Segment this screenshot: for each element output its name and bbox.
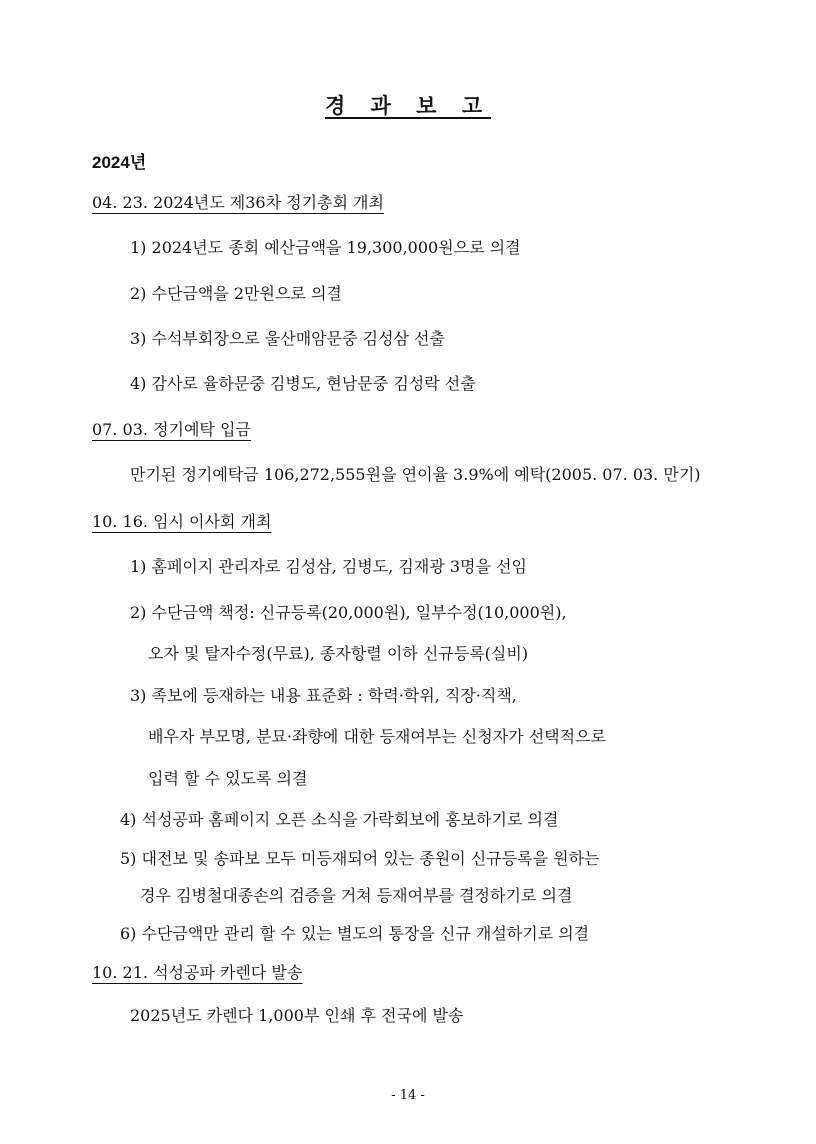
list-item-continuation: 입력 할 수 있도록 의결 (148, 769, 308, 788)
list-item: 2) 수단금액 책정: 신규등록(20,000원), 일부수정(10,000원), (130, 603, 567, 622)
list-item: 6) 수단금액만 관리 할 수 있는 별도의 통장을 신규 개설하기로 의결 (120, 924, 590, 943)
list-item-continuation: 오자 및 탈자수정(무료), 종자항렬 이하 신규등록(실비) (148, 644, 529, 663)
year-heading: 2024년 (92, 153, 147, 172)
list-item: 3) 수석부회장으로 울산매암문중 김성삼 선출 (130, 329, 445, 348)
list-item: 만기된 정기예탁금 106,272,555원을 연이율 3.9%에 예탁(2005. 07. 03. 만기) (130, 465, 701, 484)
section-heading-general-meeting: 04. 23. 2024년도 제36차 정기총회 개최 (92, 193, 384, 212)
page-number: - 14 - (391, 1088, 425, 1103)
list-item: 2) 수단금액을 2만원으로 의결 (130, 284, 342, 303)
list-item: 4) 석성공파 홈페이지 오픈 소식을 가락회보에 홍보하기로 의결 (120, 810, 559, 829)
list-item: 5) 대전보 및 송파보 모두 미등재되어 있는 종원이 신규등록을 원하는 (120, 849, 600, 868)
list-item: 4) 감사로 율하문중 김병도, 현남문중 김성락 선출 (130, 374, 476, 393)
list-item: 2025년도 카렌다 1,000부 인쇄 후 전국에 발송 (130, 1006, 464, 1025)
list-item: 3) 족보에 등재하는 내용 표준화 : 학력·학위, 직장·직책, (130, 686, 517, 705)
list-item-continuation: 경우 김병철대종손의 검증을 거쳐 등재여부를 결정하기로 의결 (140, 886, 573, 905)
list-item-continuation: 배우자 부모명, 분묘·좌향에 대한 등재여부는 신청자가 선택적으로 (148, 727, 607, 746)
section-heading-deposit: 07. 03. 정기예탁 입금 (92, 420, 251, 439)
section-heading-board-meeting: 10. 16. 임시 이사회 개최 (92, 512, 272, 531)
list-item: 1) 홈페이지 관리자로 김성삼, 김병도, 김재광 3명을 선임 (130, 557, 527, 576)
section-heading-calendar: 10. 21. 석성공파 카렌다 발송 (92, 963, 303, 982)
list-item: 1) 2024년도 종회 예산금액을 19,300,000원으로 의결 (130, 238, 521, 257)
page-title: 경 과 보 고 (324, 93, 492, 118)
